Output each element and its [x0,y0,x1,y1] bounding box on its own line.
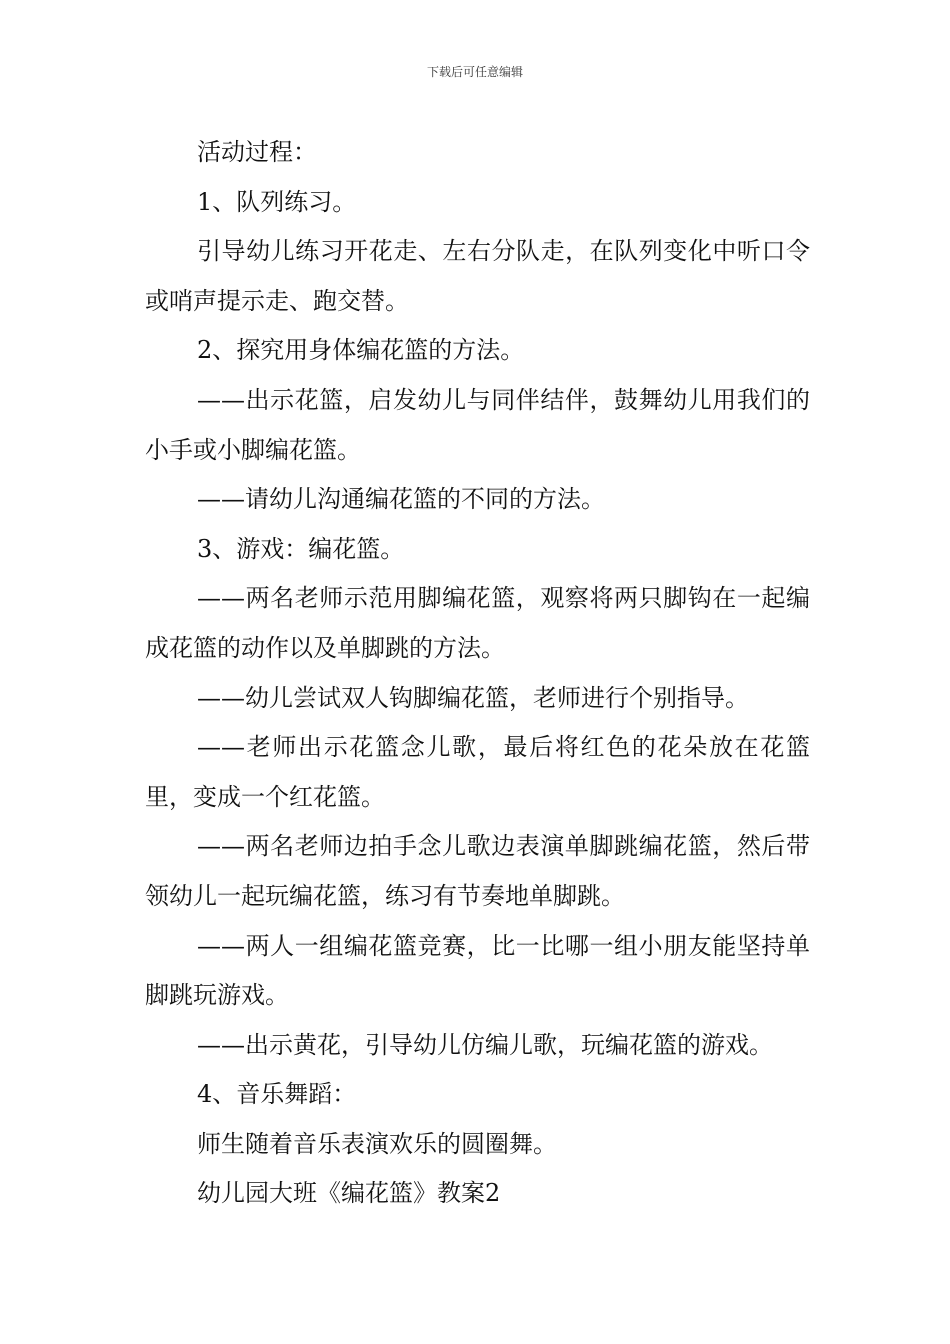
step-heading-1: 1、队列练习。 [197,187,357,216]
step-heading-4: 4、音乐舞蹈： [197,1080,357,1109]
paragraph-show-basket: ——出示花篮，启发幼儿与同伴结伴，鼓舞幼儿用我们的小手或小脚编花篮。 [145,385,810,464]
step-heading-2: 2、探究用身体编花篮的方法。 [197,336,525,365]
paragraph-yellow-flower: ——出示黄花，引导幼儿仿编儿歌，玩编花篮的游戏。 [197,1030,773,1059]
lesson-plan-title-2: 幼儿园大班《编花篮》教案2 [197,1179,501,1208]
document-body [145,128,810,1219]
paragraph-circle-dance: 师生随着音乐表演欢乐的圆圈舞。 [197,1129,557,1158]
paragraph-rhythm-hop: ——两名老师边拍手念儿歌边表演单脚跳编花篮，然后带领幼儿一起玩编花篮，练习有节奏地单脚跳。 [145,832,810,910]
paragraph-communicate-methods: ——请幼儿沟通编花篮的不同的方法。 [197,485,605,514]
paragraph-queue-practice: 引导幼儿练习开花走、左右分队走，在队列变化中听口令或哨声提示走、跑交替。 [145,237,810,315]
paragraph-teacher-demo: ——两名老师示范用脚编花篮，观察将两只脚钩在一起编成花篮的动作以及单脚跳的方法。 [145,584,810,662]
paragraph-group-contest: ——两人一组编花篮竞赛，比一比哪一组小朋友能坚持单脚跳玩游戏。 [145,931,810,1010]
step-heading-3: 3、游戏：编花篮。 [197,534,405,563]
paragraph-children-try: ——幼儿尝试双人钩脚编花篮，老师进行个别指导。 [197,683,749,712]
section-heading-activity-process: 活动过程： [197,138,317,166]
page-header-note: 下载后可任意编辑 [426,65,523,79]
paragraph-red-basket: ——老师出示花篮念儿歌，最后将红色的花朵放在花篮里，变成一个红花篮。 [145,733,810,811]
